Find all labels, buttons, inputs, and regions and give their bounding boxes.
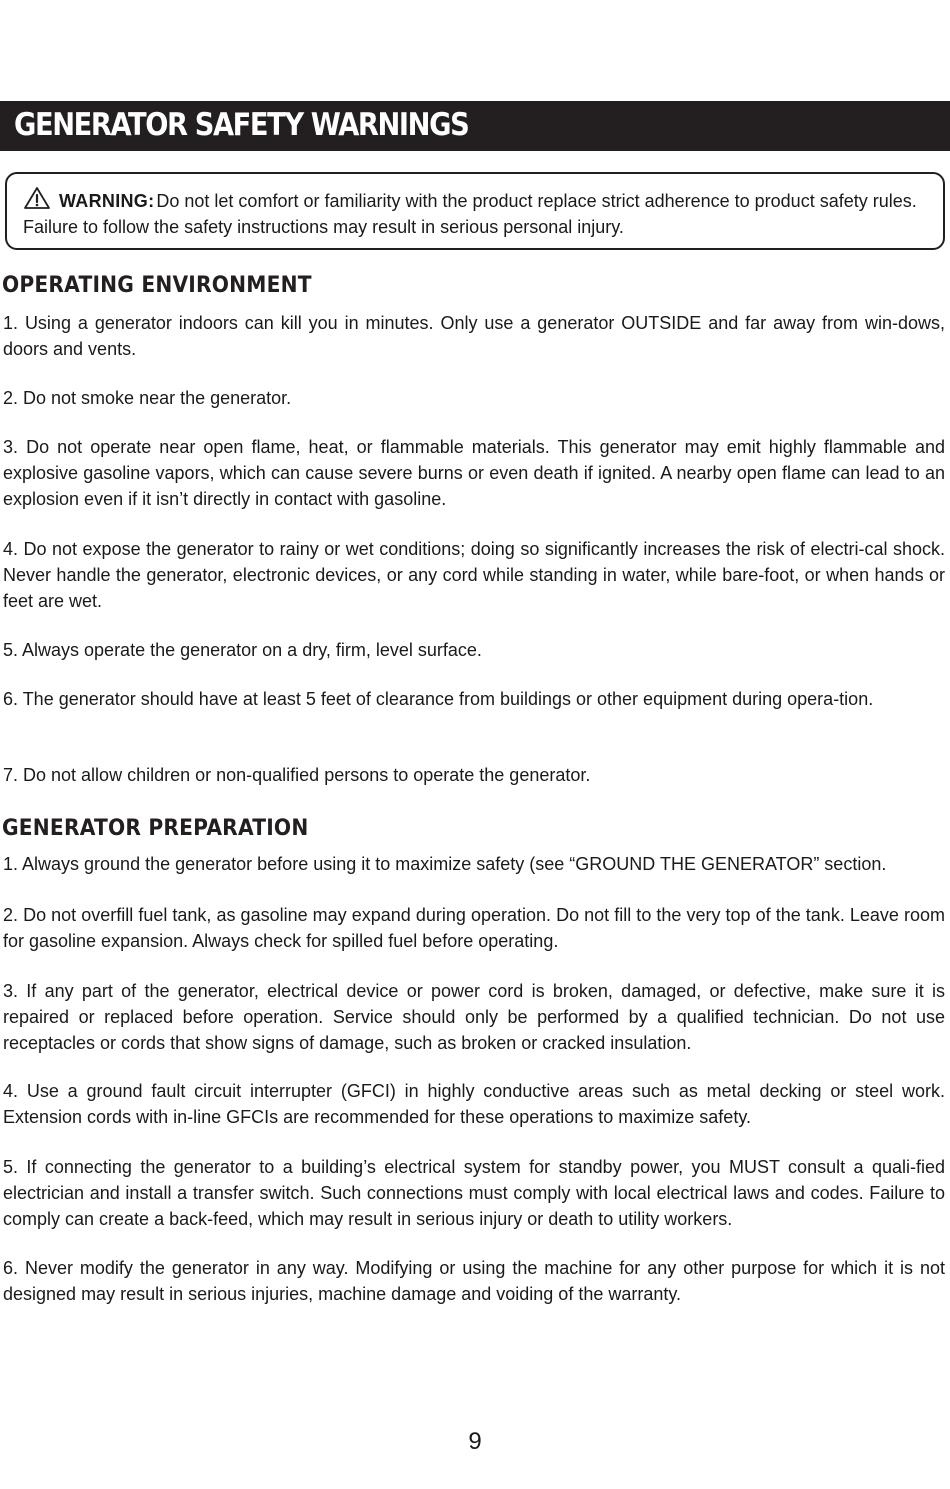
list-item: 1. Using a generator indoors can kill you in minutes. Only use a generator OUTSIDE and far away from win-dows, doors and vents. <box>3 313 945 359</box>
heading-operating-environment: OPERATING ENVIRONMENT <box>2 273 312 298</box>
list-item: 2. Do not smoke near the generator. <box>3 388 292 408</box>
page-number: 9 <box>468 1428 482 1455</box>
list-item: 3. If any part of the generator, electrical device or power cord is broken, damaged, or defective, make sure it is repaired or replaced before operation. Service should only be performed by a qualified technician. Do not use receptacles or cords that show signs of damage, such as broken or cracked insulation. <box>3 981 945 1053</box>
warning-text: Do not let comfort or familiarity with the product replace strict adherence to product safety rules. Failure to follow the safety instructions may result in serious personal injury. <box>23 191 917 237</box>
list-item: 4. Do not expose the generator to rainy or wet conditions; doing so significantly increases the risk of electri-cal shock. Never handle the generator, electronic devices, or any cord while standing in water, while bare-foot, or when hands or feet are wet. <box>3 539 945 611</box>
list-item: 3. Do not operate near open flame, heat, or flammable materials. This generator may emit highly flammable and explosive gasoline vapors, which can cause severe burns or even death if ignited. A nearby open flame can lead to an explosion even if it isn’t directly in contact with gasoline. <box>3 437 945 509</box>
heading-generator-preparation: GENERATOR PREPARATION <box>2 816 309 841</box>
page-title-bar <box>0 101 950 151</box>
list-item: 6. Never modify the generator in any way. Modifying or using the machine for any other purpose for which it is not designed may result in serious injuries, machine damage and voiding of the warranty. <box>3 1258 945 1304</box>
list-item: 6. The generator should have at least 5 feet of clearance from buildings or other equipment during opera-tion. <box>3 689 874 709</box>
warning-label: WARNING: <box>59 191 155 211</box>
list-item: 1. Always ground the generator before using it to maximize safety (see “GROUND THE GENERATOR” section. <box>3 854 887 874</box>
list-item: 2. Do not overfill fuel tank, as gasoline may expand during operation. Do not fill to the very top of the tank. Leave room for gasoline expansion. Always check for spilled fuel before operating. <box>3 905 945 951</box>
list-item: 4. Use a ground fault circuit interrupter (GFCI) in highly conductive areas such as metal decking or steel work. Extension cords with in-line GFCIs are recommended for these operations to maximize safety. <box>3 1081 945 1127</box>
page-title: GENERATOR SAFETY WARNINGS <box>14 107 469 143</box>
warning-triangle-icon <box>23 186 51 210</box>
list-item: 5. If connecting the generator to a building’s electrical system for standby power, you MUST consult a quali-fied electrician and install a transfer switch. Such connections must comply with local electrical laws and codes. Failure to comply can create a back-feed, which may result in serious injury or death to utility workers. <box>3 1157 945 1229</box>
list-item: 7. Do not allow children or non-qualified persons to operate the generator. <box>3 765 591 785</box>
list-item: 5. Always operate the generator on a dry, firm, level surface. <box>3 640 482 660</box>
warning-box <box>5 172 945 250</box>
